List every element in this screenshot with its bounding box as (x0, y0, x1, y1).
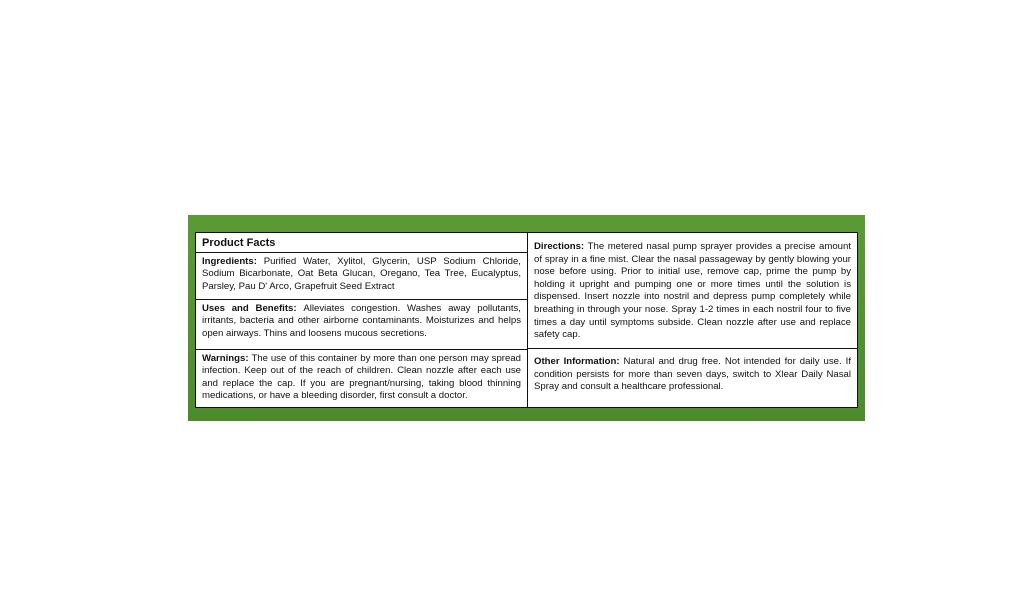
ingredients-label: Ingredients: (202, 255, 264, 267)
directions-label: Directions: (534, 241, 588, 252)
other-information-section (528, 349, 857, 407)
product-facts-title: Product Facts (196, 233, 527, 253)
ingredients-section (196, 253, 527, 300)
other-information-text: Natural and drug free. Not intended for daily use. If condition persists for more than seven days, switch to Xlear Daily Nasal Spray and consult a healthcare professional. (534, 356, 852, 393)
uses-benefits-text: Alleviates congestion. Washes away pollutants, irritants, bacteria and other airborne contaminants. Moisturizes and helps open airways. Thins and loosens mucous secretions. (202, 302, 521, 339)
facts-left-column (196, 233, 528, 407)
directions-text: The metered nasal pump sprayer provides a precise amount of spray in a fine mist. Clear the nasal passageway by gently blowing your nose before using. Prior to initial use, remove cap, prime the pump by holding it upright and pumping one or more times until the solution is dispensed. Insert nozzle into nostril and depress pump completely while breathing in through your nose. Spray 1-2 times in each nostril four to five times a day until symptoms subside. Clean nozzle after use and replace safety cap. (534, 241, 851, 341)
product-facts-panel (195, 232, 858, 408)
facts-right-column (528, 233, 857, 407)
uses-benefits-section (196, 300, 527, 350)
ingredients-text: Purified Water, Xylitol, Glycerin, USP Sodium Chloride, Sodium Bicarbonate, Oat Beta Glucan, Oregano, Tea Tree, Eucalyptus, Parsley, Pau D' Arco, Grapefruit Seed Extract (202, 255, 521, 292)
warnings-text: The use of this container by more than one person may spread infection. Keep out of the reach of children. Clean nozzle after each use and replace the cap. If you are pregnant/nursing, taking blood thinning medications, or have a bleeding disorder, first consult a doctor. (202, 352, 521, 402)
uses-benefits-label: Uses and Benefits: (202, 302, 304, 314)
other-information-label: Other Information: (534, 356, 624, 367)
warnings-label: Warnings: (202, 352, 252, 364)
directions-section (528, 233, 857, 349)
warnings-section (196, 350, 527, 407)
